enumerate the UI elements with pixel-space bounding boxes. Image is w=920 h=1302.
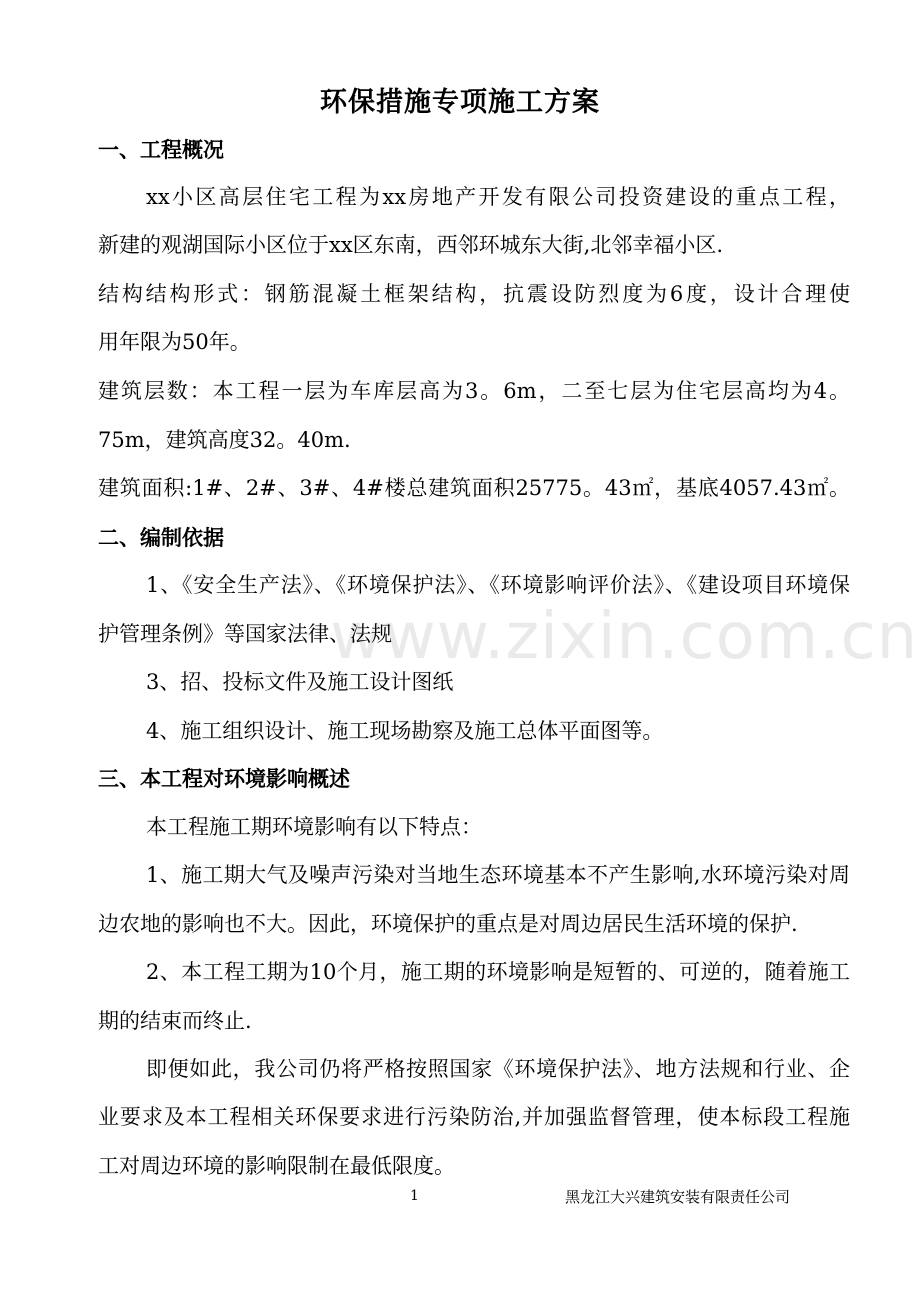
paragraph-line: 结构结构形式：钢筋混凝土框架结构，抗震设防烈度为6度，设计合理使 (98, 282, 850, 306)
paragraph-line: 3、招、投标文件及施工设计图纸 (146, 670, 454, 694)
paragraph-line: 新建的观湖国际小区位于xx区东南，西邻环城东大街,北邻幸福小区. (98, 233, 724, 257)
paragraph-line: 本工程施工期环境影响有以下特点： (146, 815, 482, 839)
paragraph-line: 建筑面积:1#、2#、3#、4#楼总建筑面积25775。43㎡，基底4057.43㎡。 (98, 476, 850, 500)
section-heading-impact: 三、本工程对环境影响概述 (98, 767, 350, 791)
paragraph-line: 75m，建筑高度32。40m. (98, 428, 351, 452)
paragraph-line: 建筑层数：本工程一层为车库层高为3。6m，二至七层为住宅层高均为4。 (98, 379, 850, 403)
paragraph-line: 1、施工期大气及噪声污染对当地生态环境基本不产生影响,水环境污染对周 (146, 863, 850, 887)
document-title: 环保措施专项施工方案 (320, 87, 600, 118)
paragraph-line: 即便如此，我公司仍将严格按照国家《环境保护法》、地方法规和行业、企 (146, 1057, 850, 1081)
paragraph-line: 2、本工程工期为10个月，施工期的环境影响是短暂的、可逆的，随着施工 (146, 960, 850, 984)
section-heading-overview: 一、工程概况 (98, 138, 224, 162)
paragraph-line: 1、《安全生产法》、《环境保护法》、《环境影响评价法》、《建设项目环境保 (146, 573, 850, 597)
paragraph-line: 边农地的影响也不大。因此，环境保护的重点是对周边居民生活环境的保护. (98, 912, 798, 936)
page-number: 1 (410, 1188, 419, 1204)
footer-company-name: 黑龙江大兴建筑安装有限责任公司 (565, 1188, 791, 1206)
paragraph-line: 期的结束而终止. (98, 1009, 252, 1033)
paragraph-line: 护管理条例》等国家法律、法规 (98, 622, 392, 646)
paragraph-line: 工对周边环境的影响限制在最低限度。 (98, 1154, 455, 1178)
section-heading-basis: 二、编制依据 (98, 526, 224, 550)
paragraph-line: xx小区高层住宅工程为xx房地产开发有限公司投资建设的重点工程， (146, 185, 850, 209)
paragraph-line: 业要求及本工程相关环保要求进行污染防治,并加强监督管理，使本标段工程施 (98, 1105, 850, 1129)
paragraph-line: 4、施工组织设计、施工现场勘察及施工总体平面图等。 (146, 719, 664, 743)
paragraph-line: 用年限为50年。 (98, 330, 251, 354)
watermark: www.zixin.com.cn (330, 600, 919, 674)
